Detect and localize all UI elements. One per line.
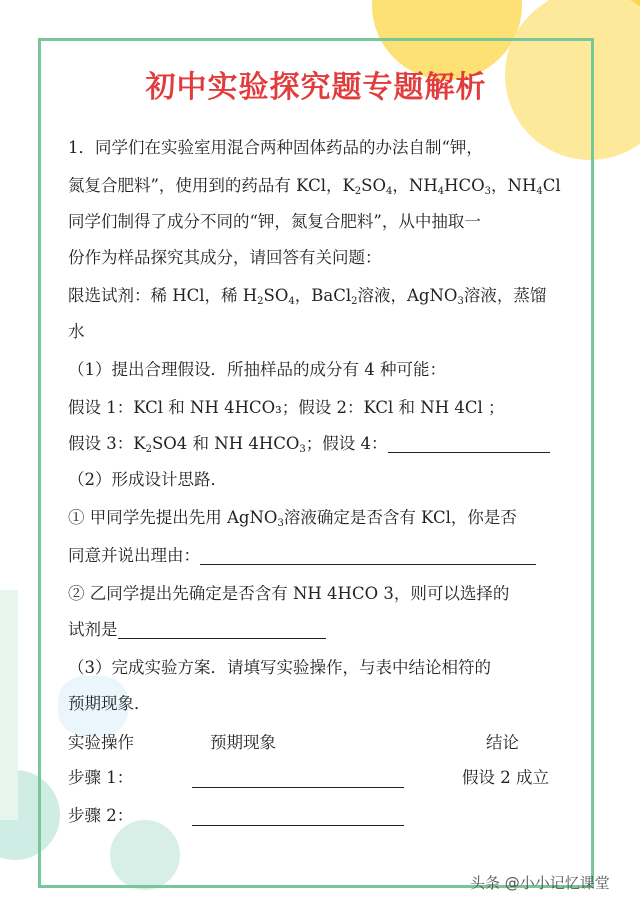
question-b-line-1: ② 乙同学提出先确定是否含有 NH 4HCO 3，则可以选择的: [68, 584, 510, 603]
part2-heading: （2）形成设计思路．: [68, 470, 227, 489]
page-title: 初中实验探究题专题解析: [145, 70, 487, 105]
decorative-strip: [0, 590, 18, 820]
table-header-conclusion: 结论: [486, 733, 519, 752]
reagents-line: 限选试剂：稀 HCl，稀 $H_2SO_4$，BaCl$_2$溶液，AgNO$_3$溶液，蒸馏: [68, 286, 547, 307]
reagents-line-2: 水: [68, 322, 85, 341]
table-row-1-conclusion: 假设 2 成立: [462, 768, 549, 787]
question-a-line-1: ① 甲同学先提出先用 AgNO$_3$溶液确定是否含有 KCl，你是否: [68, 508, 517, 529]
table-row-1-step: 步骤 1：: [68, 768, 134, 787]
table-header-operation: 实验操作: [68, 733, 134, 752]
page-frame: [38, 38, 594, 888]
hypothesis-line-1: 假设 1：KCl 和 NH 4HCO₃；假设 2：KCl 和 NH 4Cl ；: [68, 398, 505, 417]
table-row-2-step: 步骤 2：: [68, 806, 134, 825]
question-a-line-2: 同意并说出理由：: [68, 544, 578, 568]
table-row-1-blank[interactable]: [192, 786, 404, 788]
reason-blank[interactable]: [200, 546, 536, 565]
question-intro-line-3: 同学们制得了成分不同的“钾，氮复合肥料”，从中抽取一: [68, 212, 481, 231]
question-intro-line-1: 1．同学们在实验室用混合两种固体药品的办法自制“钾，: [68, 138, 483, 157]
question-intro-line-4: 份作为样品探究其成分，请回答有关问题：: [68, 248, 382, 267]
question-b-line-2: 试剂是: [68, 618, 578, 642]
reagent-blank[interactable]: [118, 620, 326, 639]
part3-line-1: （3）完成实验方案．请填写实验操作，与表中结论相符的: [68, 658, 491, 677]
part1-heading: （1）提出合理假设．所抽样品的成分有 4 种可能：: [68, 360, 446, 379]
hypothesis-4-blank[interactable]: [388, 434, 550, 453]
hypothesis-line-2: 假设 3：$K_2SO4$ 和 NH $4HCO_3$；假设 4：: [68, 432, 578, 462]
question-intro-line-2: 氮复合肥料”，使用到的药品有 KCl，$K_2SO_4$，$NH_4HCO_3$，$NH_4Cl$: [68, 176, 561, 197]
watermark-footer: 头条 @小小记忆课堂: [470, 874, 610, 892]
part3-line-2: 预期现象．: [68, 694, 151, 713]
table-header-phenomenon: 预期现象: [210, 733, 276, 752]
table-row-2-blank[interactable]: [192, 824, 404, 826]
